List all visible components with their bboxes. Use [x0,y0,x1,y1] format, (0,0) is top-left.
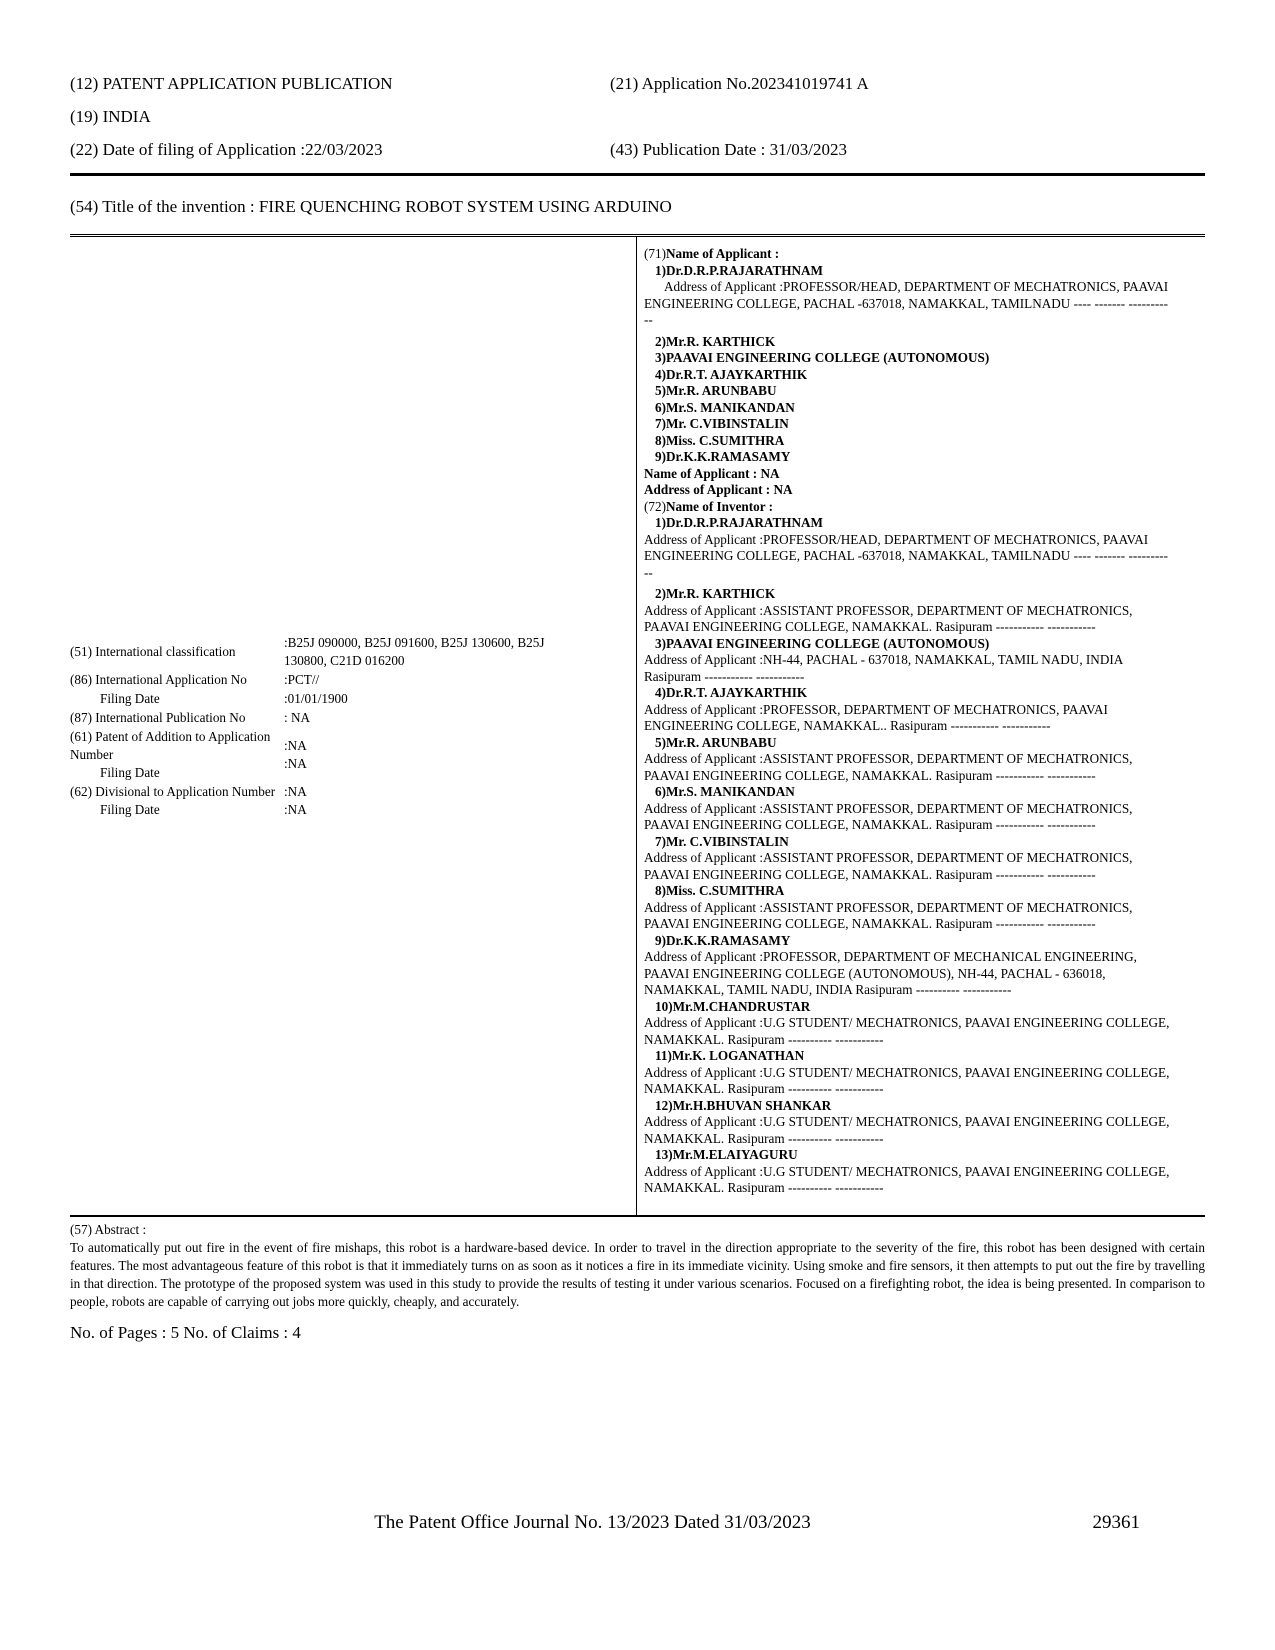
header [70,0,1205,160]
party-name-line: 5)Mr.R. ARUNBABU [655,383,777,398]
party-name-line: 12)Mr.H.BHUVAN SHANKAR [655,1097,832,1113]
party-name-line: 3)PAAVAI ENGINEERING COLLEGE (AUTONOMOUS) [655,350,990,365]
page-content [70,0,1205,1343]
biblio-value: :PCT// [284,671,320,687]
abstract-section [70,1221,1205,1311]
inid-code: (72) [644,498,666,514]
abstract-text: To automatically put out fire in the event of fire mishaps, this robot is a hardware-based device. In order to travel in the direction appropriate to the severity of the fire, this robot has been designed with certain features. The most advantageous feature of this robot is that it immediately turns on as soon as it notices a fire in its immediate vicinity. Using smoke and fire sensors, it then attempts to put out the fire by travelling in that direction. The prototype of the proposed system was used in this study to provide the results of testing it under various scenarios. Focused on a firefighting robot, the idea is being presented. In comparison to people, robots are capable of carrying out jobs more quickly, cheaply, and accurately. [70,1240,1205,1309]
party-address-line: Address of Applicant :U.G STUDENT/ MECHATRONICS, PAAVAI ENGINEERING COLLEGE, NAMAKKAL. Rasipuram ---------- ----------- [644,1114,1170,1146]
party-name-line: 7)Mr. C.VIBINSTALIN [655,416,789,431]
applicant-inventor-cell [637,237,1205,1215]
header-row-2 [70,107,1205,127]
party-name-line: 3)PAAVAI ENGINEERING COLLEGE (AUTONOMOUS) [655,635,990,651]
publication-date: (43) Publication Date : 31/03/2023 [610,140,848,159]
biblio-value: :01/01/1900 [284,690,348,706]
biblio-value: :NA :NA [284,737,307,771]
party-address-line: Address of Applicant :PROFESSOR/HEAD, DEPARTMENT OF MECHATRONICS, PAAVAI ENGINEERING COLLEGE, PACHAL -637018, NAMAKKAL, TAMILNADU ---- ------- ----------- [644,279,1169,327]
party-address-line: Address of Applicant :U.G STUDENT/ MECHATRONICS, PAAVAI ENGINEERING COLLEGE, NAMAKKAL. Rasipuram ---------- ----------- [644,1163,1170,1195]
party-address-line: Address of Applicant :U.G STUDENT/ MECHATRONICS, PAAVAI ENGINEERING COLLEGE, NAMAKKAL. Rasipuram ---------- ----------- [644,1064,1170,1096]
pages-claims-line: No. of Pages : 5 No. of Claims : 4 [70,1323,301,1342]
biblio-row [70,634,628,670]
bibliographic-table [70,234,1205,1217]
party-address-line: Address of Applicant :U.G STUDENT/ MECHATRONICS, PAAVAI ENGINEERING COLLEGE, NAMAKKAL. Rasipuram ---------- ----------- [644,1015,1170,1047]
party-address-line: Address of Applicant :ASSISTANT PROFESSOR, DEPARTMENT OF MECHATRONICS, PAAVAI ENGINEERING COLLEGE, NAMAKKAL. Rasipuram ----------- ----------- [644,850,1133,882]
party-name-line: 8)Miss. C.SUMITHRA [655,432,785,448]
party-name-line: 5)Mr.R. ARUNBABU [655,734,777,750]
party-name-line: 8)Miss. C.SUMITHRA [655,883,785,898]
party-name-line: 11)Mr.K. LOGANATHAN [655,1048,805,1063]
party-name-line: 7)Mr. C.VIBINSTALIN [655,833,789,849]
party-address-line: Address of Applicant :ASSISTANT PROFESSOR, DEPARTMENT OF MECHATRONICS, PAAVAI ENGINEERING COLLEGE, NAMAKKAL. Rasipuram ----------- ----------- [644,751,1133,783]
biblio-label: (86) International Application No [70,671,247,687]
biblio-value: :NA :NA [284,783,307,817]
party-address-line: Address of Applicant :ASSISTANT PROFESSOR, DEPARTMENT OF MECHATRONICS, PAAVAI ENGINEERING COLLEGE, NAMAKKAL. Rasipuram ----------- ----------- [644,800,1133,832]
party-name-line: Name of Applicant : NA [644,465,780,481]
biblio-label: (61) Patent of Addition to Application Number Filing Date [70,728,271,780]
biblio-row [70,709,628,727]
country: (19) INDIA [70,107,151,126]
invention-title: (54) Title of the invention : FIRE QUENCHING ROBOT SYSTEM USING ARDUINO [70,197,672,216]
biblio-label: (51) International classification [70,643,236,659]
party-address-line: Address of Applicant :ASSISTANT PROFESSOR, DEPARTMENT OF MECHATRONICS, PAAVAI ENGINEERING COLLEGE, NAMAKKAL. Rasipuram ----------- ----------- [644,899,1133,931]
party-name-line: 6)Mr.S. MANIKANDAN [655,784,795,799]
filing-date: (22) Date of filing of Application :22/03/2023 [70,140,383,159]
abstract-heading: (57) Abstract : [70,1222,147,1237]
header-divider-rule [70,173,1205,176]
party-name-line: 1)Dr.D.R.P.RAJARATHNAM [655,515,824,530]
biblio-value: : NA [284,709,311,725]
party-name-line: 1)Dr.D.R.P.RAJARATHNAM [655,262,824,278]
header-row-3 [70,140,1205,160]
party-address-line: Address of Applicant :NH-44, PACHAL - 637018, NAMAKKAL, TAMIL NADU, INDIA Rasipuram ----------- ----------- [644,652,1123,684]
biblio-label: (62) Divisional to Application Number Filing Date [70,783,276,817]
party-name-line [644,499,1171,516]
classification-cell [70,237,637,1215]
party-heading-text: Name of Inventor : [665,498,774,514]
application-number: (21) Application No.202341019741 A [610,74,869,93]
page-number: 29361 [1092,1512,1140,1533]
party-name-line: 9)Dr.K.K.RAMASAMY [655,932,791,948]
biblio-value: :B25J 090000, B25J 091600, B25J 130600, B25J 130800, C21D 016200 [284,634,545,668]
party-address-line: Address of Applicant :ASSISTANT PROFESSOR, DEPARTMENT OF MECHATRONICS, PAAVAI ENGINEERING COLLEGE, NAMAKKAL. Rasipuram ----------- ----------- [644,602,1133,634]
biblio-rows [70,633,628,820]
party-name-line: 2)Mr.R. KARTHICK [655,333,776,349]
party-address-line: Address of Applicant :PROFESSOR, DEPARTMENT OF MECHANICAL ENGINEERING, PAAVAI ENGINEERING COLLEGE (AUTONOMOUS), NH-44, PACHAL - 636018, NAMAKKAL, TAMIL NADU, INDIA Rasipuram ---------- ----------- [644,949,1137,997]
biblio-row [70,690,628,708]
biblio-row [70,728,628,782]
party-address-line: Address of Applicant :PROFESSOR, DEPARTMENT OF MECHATRONICS, PAAVAI ENGINEERING COLLEGE, NAMAKKAL.. Rasipuram ----------- ----------- [644,701,1108,733]
party-name-line: 10)Mr.M.CHANDRUSTAR [655,998,811,1014]
party-name-line: 9)Dr.K.K.RAMASAMY [655,449,791,464]
party-address-line: Address of Applicant :PROFESSOR/HEAD, DEPARTMENT OF MECHATRONICS, PAAVAI ENGINEERING COLLEGE, PACHAL -637018, NAMAKKAL, TAMILNADU ---- ------- ----------- [644,531,1169,580]
header-row-1 [70,74,1205,94]
journal-line: The Patent Office Journal No. 13/2023 Dated 31/03/2023 [374,1512,811,1533]
party-name-line: 6)Mr.S. MANIKANDAN [655,399,795,415]
footer [0,1512,1275,1534]
party-name-line: Address of Applicant : NA [644,482,793,497]
party-name-line: 4)Dr.R.T. AJAYKARTHIK [655,685,808,700]
party-heading-text: Name of Applicant : [665,246,780,261]
biblio-row [70,783,628,819]
biblio-label: Filing Date [100,690,160,706]
inid-code: (71) [644,246,666,261]
party-name-line [644,246,1171,263]
party-name-line: 4)Dr.R.T. AJAYKARTHIK [655,366,808,382]
publication-type: (12) PATENT APPLICATION PUBLICATION [70,74,393,93]
party-name-line: 2)Mr.R. KARTHICK [655,586,776,601]
party-name-line: 13)Mr.M.ELAIYAGURU [655,1147,798,1162]
biblio-label: (87) International Publication No [70,709,246,725]
biblio-row [70,671,628,689]
